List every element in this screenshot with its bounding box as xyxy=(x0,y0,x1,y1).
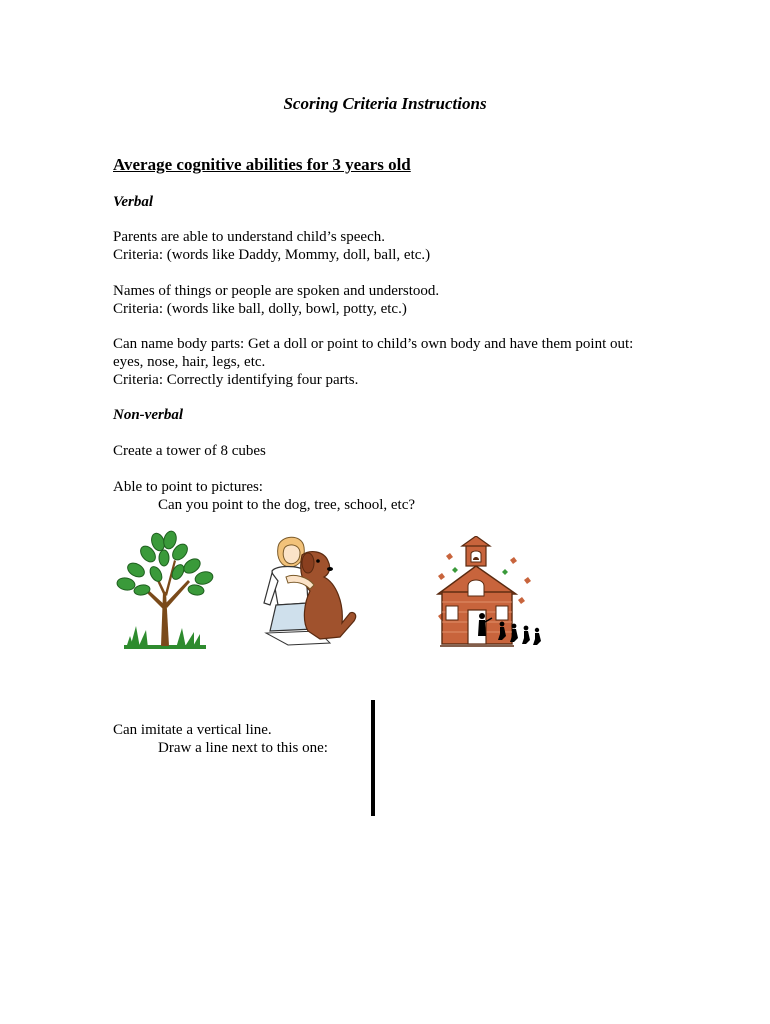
tree-illustration xyxy=(112,530,217,650)
document-title: Scoring Criteria Instructions xyxy=(283,94,487,113)
verbal-item-3-line-3: Criteria: Correctly identifying four parts. xyxy=(113,372,359,388)
reference-vertical-line xyxy=(371,700,375,816)
section-heading: Average cognitive abilities for 3 years old xyxy=(113,155,411,174)
verbal-item-1-line-1: Parents are able to understand child’s speech. xyxy=(113,229,385,245)
verbal-item-3-line-2: eyes, nose, hair, legs, etc. xyxy=(113,354,266,370)
nonverbal-item-2-line-1: Able to point to pictures: xyxy=(113,479,263,495)
verbal-item-2-line-1: Names of things or people are spoken and understood. xyxy=(113,283,440,299)
nonverbal-item-1: Create a tower of 8 cubes xyxy=(113,443,266,459)
verbal-item-3-line-1: Can name body parts: Get a doll or point to child’s own body and have them point out: xyxy=(113,336,634,352)
nonverbal-item-3-line-2: Draw a line next to this one: xyxy=(158,740,328,756)
nonverbal-label: Non-verbal xyxy=(113,407,183,423)
girl-hugging-dog-illustration xyxy=(258,533,373,648)
verbal-item-2-line-2: Criteria: (words like ball, dolly, bowl, potty, etc.) xyxy=(113,301,407,317)
verbal-item-1-line-2: Criteria: (words like Daddy, Mommy, doll, ball, etc.) xyxy=(113,247,431,263)
verbal-label: Verbal xyxy=(113,194,154,210)
nonverbal-item-3-line-1: Can imitate a vertical line. xyxy=(113,722,272,738)
schoolhouse-illustration xyxy=(432,536,544,651)
nonverbal-item-2-line-2: Can you point to the dog, tree, school, etc? xyxy=(158,497,416,513)
